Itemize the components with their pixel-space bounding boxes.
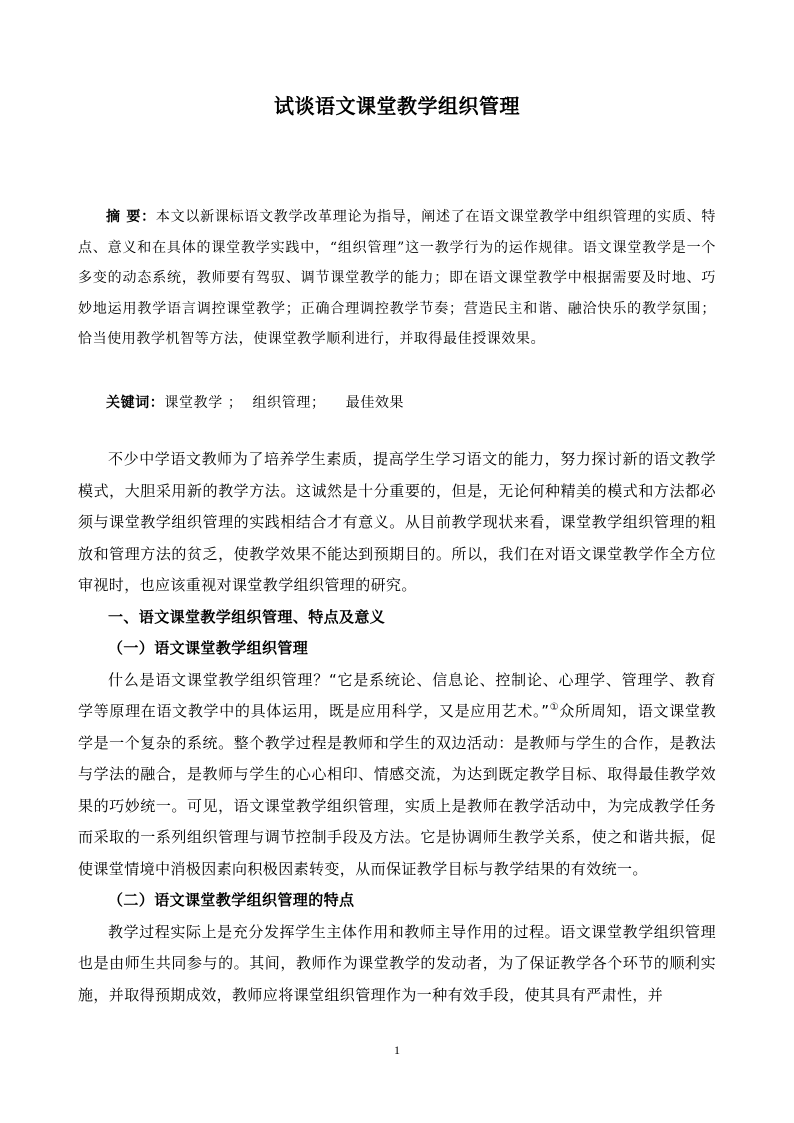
subsection-2-paragraph: 教学过程实际上是充分发挥学生主体作用和教师主导作用的过程。语文课堂教学组织管理也是由师生共同参与的。其间，教师作为课堂教学的发动者，为了保证教学各个环节的顺利实施，并取得预期成效，教师应将课堂组织管理作为一种有效手段，使其具有严肃性，并 [78, 922, 716, 1004]
keywords-text: 课堂教学 ； 组织管理； 最佳效果 [164, 395, 405, 411]
subsection-1-text-part-1: 什么是语文课堂教学组织管理？“它是系统论、信息论、控制论、心理学、管理学、教育学等原理在语文教学中的具体运用，既是应用科学，又是应用艺术。” [78, 670, 716, 720]
subsection-heading-2: （二）语文课堂教学组织管理的特点 [108, 891, 355, 909]
intro-paragraph: 不少中学语文教师为了培养学生素质，提高学生学习语文的能力，努力探讨新的语文教学模式，大胆采用新的教学方法。这诚然是十分重要的，但是，无论何种精美的模式和方法都必须与课堂教学组织管理的实践相结合才有意义。从目前教学现状来看，课堂教学组织管理的粗放和管理方法的贫乏，使教学效果不能达到预期目的。所以，我们在对语文课堂教学作全方位审视时，也应该重视对课堂教学组织管理的研究。 [78, 450, 716, 594]
abstract-paragraph [78, 202, 716, 355]
subsection-heading-1: （一）语文课堂教学组织管理 [108, 639, 309, 657]
document-title: 试谈语文课堂教学组织管理 [274, 94, 520, 118]
abstract-text: 本文以新课标语文教学改革理论为指导，阐述了在语文课堂教学中组织管理的实质、特点、意义和在具体的课堂教学实践中，“组织管理”这一教学行为的运作规律。语文课堂教学是一个多变的动态系统，教师要有驾驭、调节课堂教学的能力；即在语文课堂教学中根据需要及时地、巧妙地运用教学语言调控课堂教学；正确合理调控教学节奏；营造民主和谐、融洽快乐的教学氛围；恰当使用教学机智等方法，使课堂教学顺利进行，并取得最佳授课效果。 [78, 209, 716, 347]
body-text [78, 444, 716, 1011]
keywords-line [106, 388, 716, 418]
section-heading-1: 一、语文课堂教学组织管理、特点及意义 [108, 607, 386, 626]
footnote-marker: ① [549, 702, 560, 713]
abstract-label: 摘 要： [106, 209, 156, 225]
keywords-label: 关键词： [106, 395, 165, 411]
subsection-1-text-part-2: 众所周知，语文课堂教学是一个复杂的系统。整个教学过程是教师和学生的双边活动：是教师与学生的合作，是教法与学法的融合，是教师与学生的心心相印、情感交流，为达到既定教学目标、取得最佳教学效果的巧妙统一。可见，语文课堂教学组织管理，实质上是教师在教学活动中，为完成教学任务而采取的一系列组织管理与调节控制手段及方法。它是协调师生教学关系，使之和谐共振，促使课堂情境中消极因素向积极因素转变，从而保证教学目标与教学结果的有效统一。 [78, 702, 716, 878]
subsection-1-paragraph [78, 665, 716, 886]
page-number: 1 [394, 1043, 400, 1057]
